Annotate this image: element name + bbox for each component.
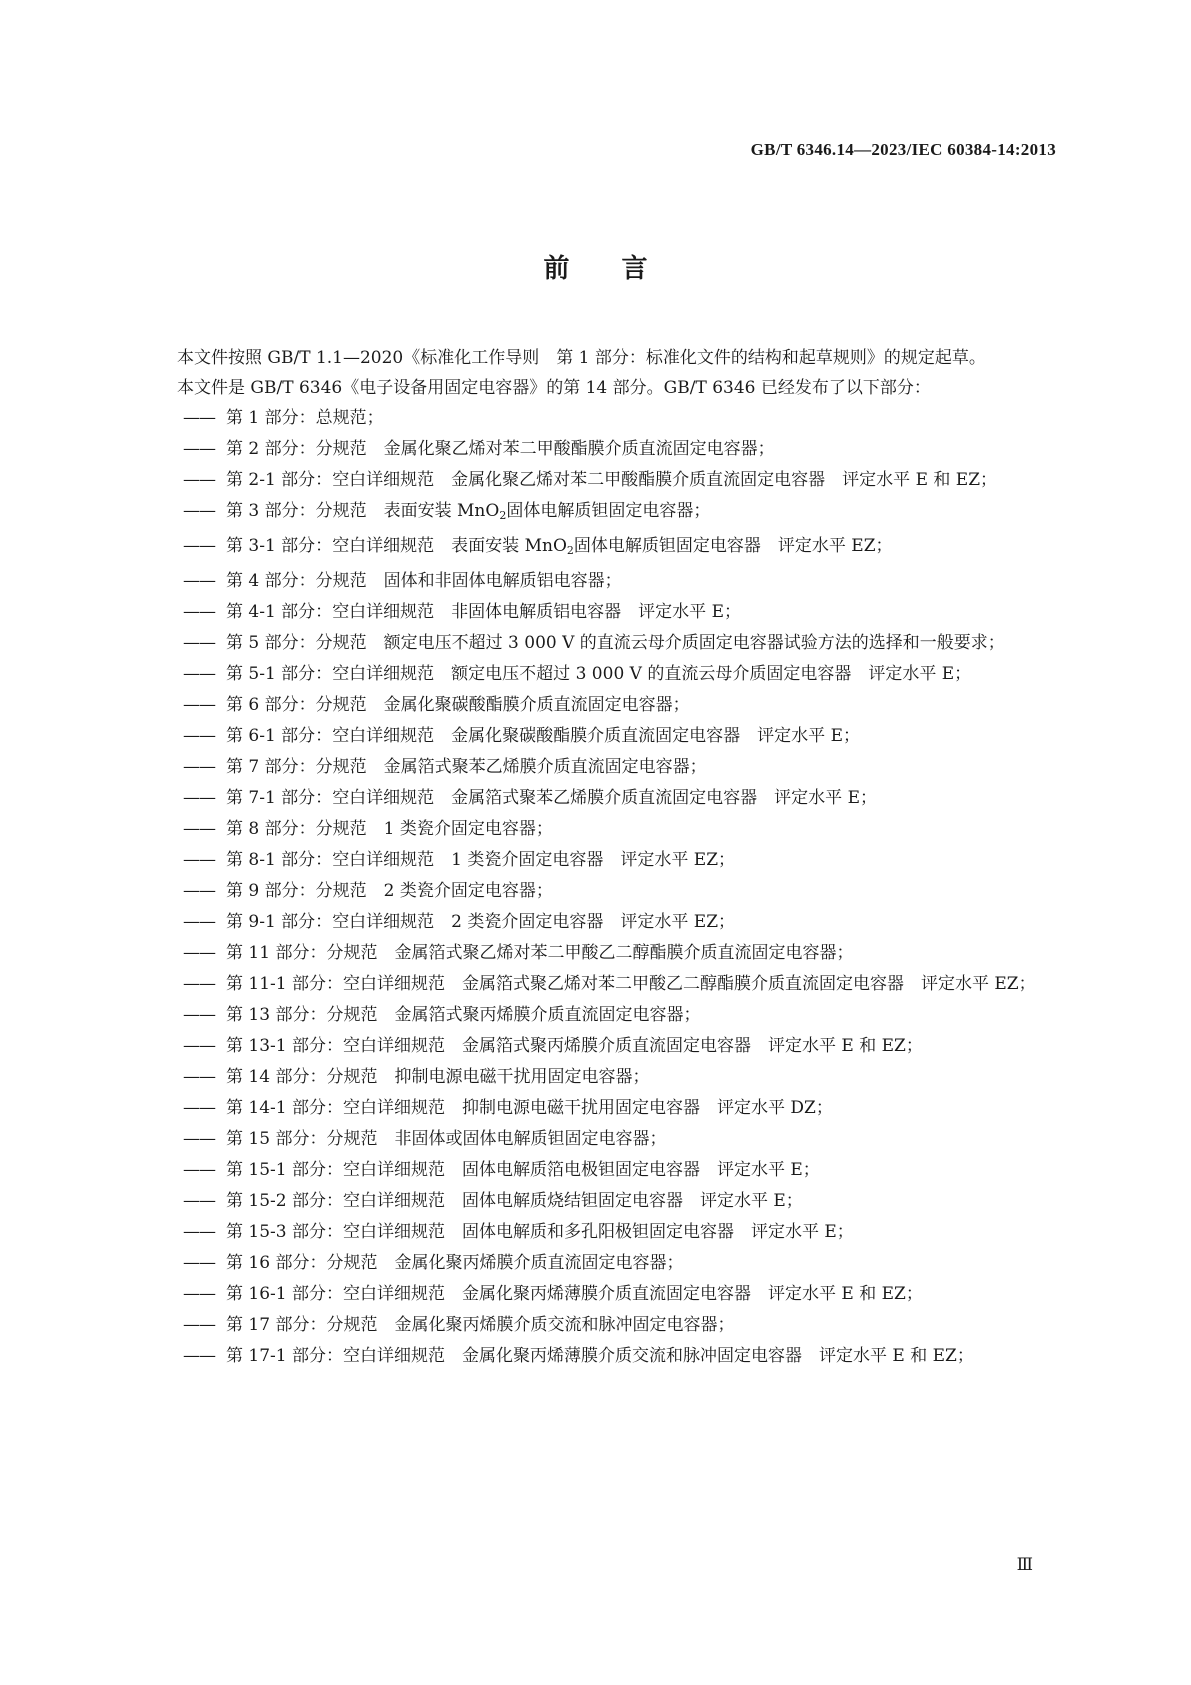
list-item [142, 1062, 1062, 1093]
subscript: 2 [566, 544, 574, 557]
list-dash: —— [183, 470, 215, 490]
list-dash: —— [183, 788, 215, 808]
list-item [142, 1000, 1062, 1031]
part-number: 第 17 部分： [226, 1315, 327, 1335]
list-dash: —— [183, 1346, 215, 1366]
list-dash: —— [183, 664, 215, 684]
part-title: 空白详细规范 2 类瓷介固定电容器 评定水平 EZ； [332, 912, 736, 932]
list-item [142, 690, 1062, 721]
list-item [142, 659, 1062, 690]
part-title: 分规范 2 类瓷介固定电容器； [315, 881, 553, 901]
list-dash: —— [183, 819, 215, 839]
part-title: 总规范； [315, 408, 384, 428]
part-number: 第 15-1 部分： [226, 1160, 343, 1180]
part-title-continued: 固体电解质钽固定电容器 评定水平 EZ； [573, 536, 893, 556]
document-body [142, 343, 1062, 1372]
part-title: 空白详细规范 金属箔式聚乙烯对苯二甲酸乙二醇酯膜介质直流固定电容器 评定水平 EZ； [343, 974, 1036, 994]
list-dash: —— [183, 912, 215, 932]
part-title: 空白详细规范 表面安装 MnO [332, 536, 567, 556]
part-number: 第 5 部分： [226, 633, 316, 653]
list-item [142, 496, 1062, 531]
part-title: 分规范 金属化聚丙烯膜介质交流和脉冲固定电容器； [326, 1315, 735, 1335]
part-title: 分规范 金属箔式聚苯乙烯膜介质直流固定电容器； [315, 757, 707, 777]
list-dash: —— [183, 1315, 215, 1335]
list-item [142, 1186, 1062, 1217]
list-item [142, 969, 1062, 1000]
part-number: 第 3 部分： [226, 501, 316, 521]
list-item [142, 1248, 1062, 1279]
list-dash: —— [183, 439, 215, 459]
list-item [142, 845, 1062, 876]
part-title: 空白详细规范 金属化聚丙烯薄膜介质交流和脉冲固定电容器 评定水平 E 和 EZ； [343, 1346, 974, 1366]
list-dash: —— [183, 571, 215, 591]
list-item [142, 1341, 1062, 1372]
list-dash: —— [183, 881, 215, 901]
list-dash: —— [183, 726, 215, 746]
part-number: 第 6 部分： [226, 695, 316, 715]
part-number: 第 4 部分： [226, 571, 316, 591]
part-title: 空白详细规范 金属箔式聚丙烯膜介质直流固定电容器 评定水平 E 和 EZ； [343, 1036, 923, 1056]
part-title: 空白详细规范 固体电解质烧结钽固定电容器 评定水平 E； [343, 1191, 803, 1211]
part-number: 第 6-1 部分： [226, 726, 333, 746]
list-item [142, 1155, 1062, 1186]
part-title: 空白详细规范 固体电解质和多孔阳极钽固定电容器 评定水平 E； [343, 1222, 854, 1242]
part-number: 第 9 部分： [226, 881, 316, 901]
part-number: 第 14 部分： [226, 1067, 327, 1087]
part-title: 空白详细规范 额定电压不超过 3 000 V 的直流云母介质固定电容器 评定水平 E； [332, 664, 972, 684]
part-number: 第 7 部分： [226, 757, 316, 777]
list-item [142, 566, 1062, 597]
part-number: 第 11 部分： [226, 943, 327, 963]
part-title: 空白详细规范 金属化聚乙烯对苯二甲酸酯膜介质直流固定电容器 评定水平 E 和 EZ； [332, 470, 998, 490]
part-title: 空白详细规范 金属箔式聚苯乙烯膜介质直流固定电容器 评定水平 E； [332, 788, 877, 808]
part-number: 第 15-3 部分： [226, 1222, 343, 1242]
part-number: 第 16-1 部分： [226, 1284, 343, 1304]
part-title: 分规范 额定电压不超过 3 000 V 的直流云母介质固定电容器试验方法的选择和一般要求； [315, 633, 1005, 653]
list-dash: —— [183, 943, 215, 963]
list-dash: —— [183, 850, 215, 870]
part-title-continued: 固体电解质钽固定电容器； [506, 501, 711, 521]
part-number: 第 14-1 部分： [226, 1098, 343, 1118]
part-number: 第 2-1 部分： [226, 470, 333, 490]
list-item [142, 721, 1062, 752]
list-dash: —— [183, 633, 215, 653]
part-title: 空白详细规范 固体电解质箔电极钽固定电容器 评定水平 E； [343, 1160, 820, 1180]
list-dash: —— [183, 695, 215, 715]
part-title: 空白详细规范 金属化聚碳酸酯膜介质直流固定电容器 评定水平 E； [332, 726, 860, 746]
part-number: 第 4-1 部分： [226, 602, 333, 622]
list-item [142, 1310, 1062, 1341]
list-item [142, 783, 1062, 814]
part-number: 第 2 部分： [226, 439, 316, 459]
list-dash: —— [183, 501, 215, 521]
part-number: 第 7-1 部分： [226, 788, 333, 808]
part-number: 第 3-1 部分： [226, 536, 333, 556]
part-number: 第 16 部分： [226, 1253, 327, 1273]
list-item [142, 752, 1062, 783]
parts-list [142, 403, 1062, 1372]
list-dash: —— [183, 1005, 215, 1025]
part-number: 第 13-1 部分： [226, 1036, 343, 1056]
part-title: 分规范 抑制电源电磁干扰用固定电容器； [326, 1067, 650, 1087]
page-number: Ⅲ [1016, 1555, 1033, 1574]
part-title: 分规范 固体和非固体电解质铝电容器； [315, 571, 622, 591]
subscript: 2 [499, 509, 507, 522]
part-number: 第 8 部分： [226, 819, 316, 839]
list-item [142, 876, 1062, 907]
list-dash: —— [183, 974, 215, 994]
part-title: 分规范 金属箔式聚乙烯对苯二甲酸乙二醇酯膜介质直流固定电容器； [326, 943, 854, 963]
part-title: 分规范 金属化聚丙烯膜介质直流固定电容器； [326, 1253, 684, 1273]
part-title: 空白详细规范 非固体电解质铝电容器 评定水平 E； [332, 602, 741, 622]
part-number: 第 11-1 部分： [226, 974, 343, 994]
list-dash: —— [183, 1036, 215, 1056]
list-dash: —— [183, 1160, 215, 1180]
list-item [142, 597, 1062, 628]
list-dash: —— [183, 1129, 215, 1149]
list-item [142, 531, 1062, 566]
standard-number: GB/T 6346.14—2023/IEC 60384-14:2013 [750, 140, 1056, 159]
part-number: 第 9-1 部分： [226, 912, 333, 932]
list-dash: —— [183, 1191, 215, 1211]
list-dash: —— [183, 757, 215, 777]
scope-paragraph: 本文件是 GB/T 6346《电子设备用固定电容器》的第 14 部分。GB/T 6346 已经发布了以下部分： [177, 378, 931, 398]
part-number: 第 5-1 部分： [226, 664, 333, 684]
list-dash: —— [183, 1067, 215, 1087]
part-title: 分规范 金属化聚乙烯对苯二甲酸酯膜介质直流固定电容器； [315, 439, 775, 459]
list-item [142, 1279, 1062, 1310]
part-number: 第 15 部分： [226, 1129, 327, 1149]
list-item [142, 1031, 1062, 1062]
part-title: 分规范 表面安装 MnO [315, 501, 500, 521]
list-item [142, 628, 1062, 659]
part-number: 第 8-1 部分： [226, 850, 333, 870]
list-dash: —— [183, 1098, 215, 1118]
part-title: 分规范 非固体或固体电解质钽固定电容器； [326, 1129, 667, 1149]
intro-paragraph: 本文件按照 GB/T 1.1—2020《标准化工作导则 第 1 部分：标准化文件的结构和起草规则》的规定起草。 [177, 348, 986, 368]
list-dash: —— [183, 1253, 215, 1273]
part-title: 分规范 1 类瓷介固定电容器； [315, 819, 553, 839]
page-title: 前言 [543, 254, 700, 284]
list-dash: —— [183, 1222, 215, 1242]
list-dash: —— [183, 1284, 215, 1304]
list-dash: —— [183, 536, 215, 556]
list-item [142, 814, 1062, 845]
list-item [142, 434, 1062, 465]
part-number: 第 13 部分： [226, 1005, 327, 1025]
list-dash: —— [183, 408, 215, 428]
part-title: 空白详细规范 1 类瓷介固定电容器 评定水平 EZ； [332, 850, 736, 870]
list-item [142, 907, 1062, 938]
part-number: 第 15-2 部分： [226, 1191, 343, 1211]
list-item [142, 403, 1062, 434]
part-number: 第 1 部分： [226, 408, 316, 428]
list-item [142, 1217, 1062, 1248]
list-dash: —— [183, 602, 215, 622]
part-number: 第 17-1 部分： [226, 1346, 343, 1366]
part-title: 空白详细规范 金属化聚丙烯薄膜介质直流固定电容器 评定水平 E 和 EZ； [343, 1284, 923, 1304]
list-item [142, 1093, 1062, 1124]
part-title: 分规范 金属化聚碳酸酯膜介质直流固定电容器； [315, 695, 690, 715]
list-item [142, 938, 1062, 969]
part-title: 空白详细规范 抑制电源电磁干扰用固定电容器 评定水平 DZ； [343, 1098, 833, 1118]
part-title: 分规范 金属箔式聚丙烯膜介质直流固定电容器； [326, 1005, 701, 1025]
list-item [142, 1124, 1062, 1155]
list-item [142, 465, 1062, 496]
